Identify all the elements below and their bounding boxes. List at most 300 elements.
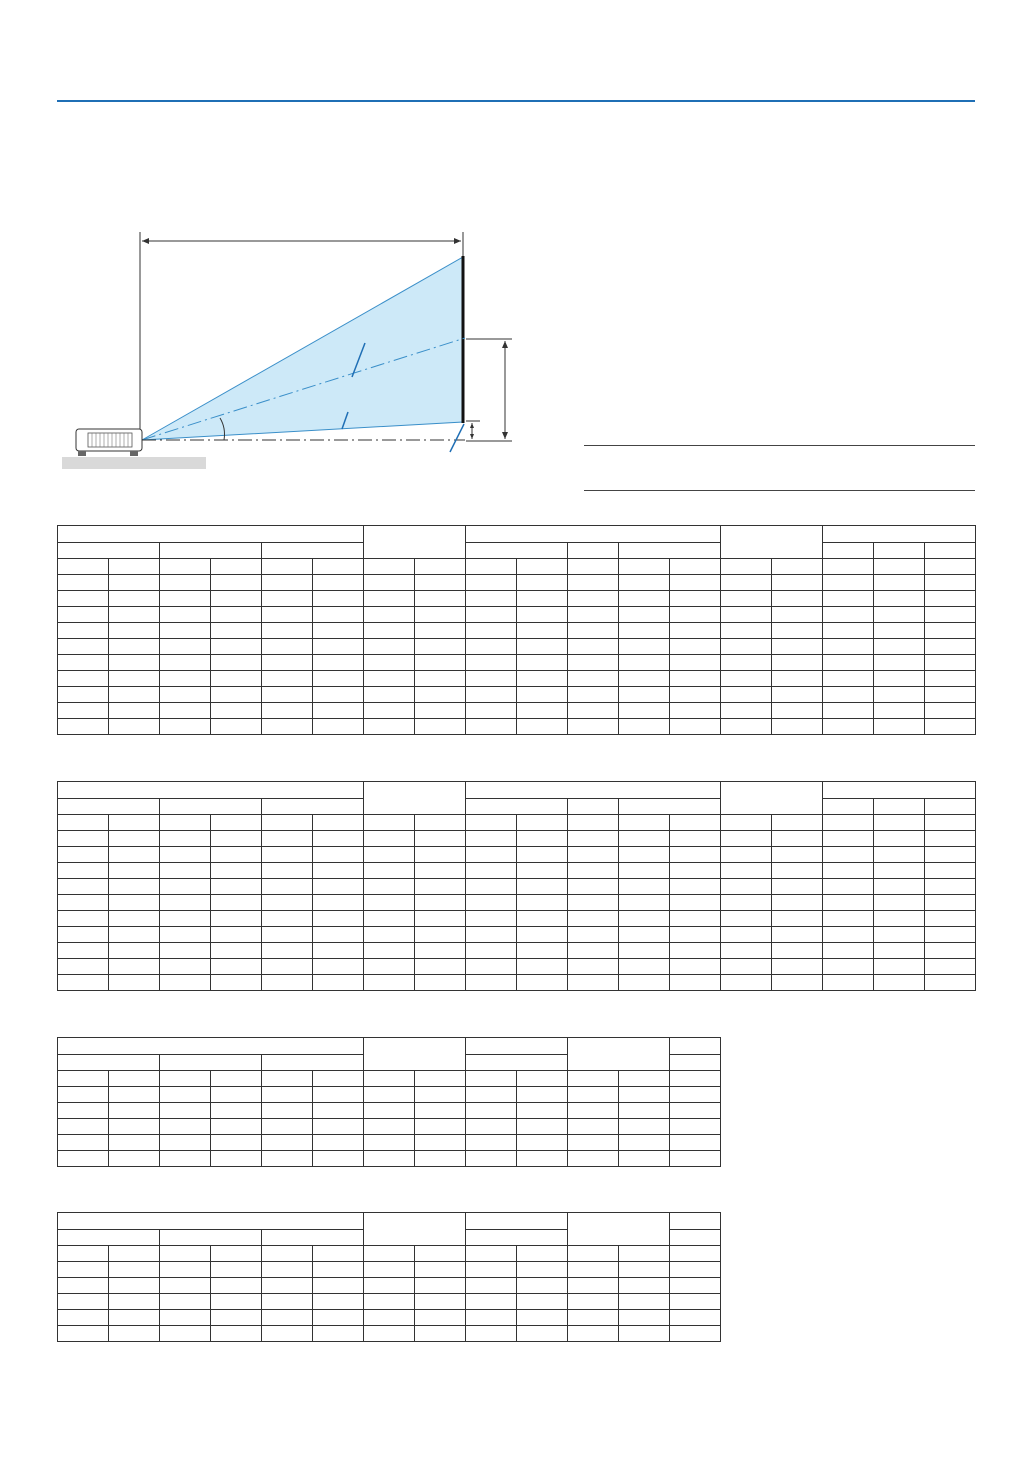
table-cell [262, 1119, 313, 1135]
table-cell [670, 1135, 721, 1151]
table-cell [364, 719, 415, 735]
table-cell [517, 1326, 568, 1342]
table-cell [211, 1071, 262, 1087]
table-cell [517, 911, 568, 927]
table-cell [58, 863, 109, 879]
table-cell [211, 831, 262, 847]
table-cell [415, 927, 466, 943]
table-cell [466, 1119, 517, 1135]
table-cell [925, 879, 976, 895]
table-cell [466, 623, 517, 639]
table-cell [466, 1103, 517, 1119]
table-cell [772, 607, 823, 623]
table-cell [364, 831, 415, 847]
header-cell [262, 543, 364, 559]
header-cell [160, 543, 262, 559]
table-cell [874, 863, 925, 879]
table-cell [568, 1151, 619, 1167]
table-cell [568, 719, 619, 735]
table-cell [517, 975, 568, 991]
table-cell [670, 975, 721, 991]
header-cell [466, 1230, 568, 1246]
table-cell [568, 687, 619, 703]
header-cell [262, 1055, 364, 1071]
table-cell [925, 703, 976, 719]
table-cell [211, 1278, 262, 1294]
table-cell [670, 1071, 721, 1087]
table-cell [823, 943, 874, 959]
table-cell [58, 687, 109, 703]
table-cell [670, 847, 721, 863]
arrowhead [502, 341, 508, 348]
table-cell [415, 975, 466, 991]
table-cell [415, 1262, 466, 1278]
table-cell [313, 1103, 364, 1119]
table-row [58, 975, 976, 991]
table-cell [58, 1087, 109, 1103]
table-row [58, 607, 976, 623]
table-cell [211, 863, 262, 879]
table-cell [466, 671, 517, 687]
table-cell [364, 703, 415, 719]
table-cell [874, 959, 925, 975]
table-cell [721, 623, 772, 639]
table-cell [262, 959, 313, 975]
table-cell [109, 1119, 160, 1135]
table-cell [415, 703, 466, 719]
table-cell [160, 911, 211, 927]
table-cell [364, 1326, 415, 1342]
table-cell [466, 927, 517, 943]
table-cell [58, 719, 109, 735]
table-cell [466, 943, 517, 959]
table-cell [619, 623, 670, 639]
table-cell [619, 719, 670, 735]
table-cell [364, 607, 415, 623]
table-row [58, 959, 976, 975]
table-cell [568, 1071, 619, 1087]
table-cell [925, 943, 976, 959]
table-cell [670, 1326, 721, 1342]
table-cell [874, 927, 925, 943]
table-cell [466, 879, 517, 895]
table-cell [619, 607, 670, 623]
table-cell [262, 815, 313, 831]
table-cell [925, 895, 976, 911]
table-cell [109, 687, 160, 703]
table-cell [364, 847, 415, 863]
table-cell [211, 655, 262, 671]
table-cell [109, 831, 160, 847]
table-cell [772, 591, 823, 607]
table-cell [619, 655, 670, 671]
table-cell [313, 1151, 364, 1167]
table-cell [364, 671, 415, 687]
table-row [58, 863, 976, 879]
table-cell [670, 959, 721, 975]
table-cell [670, 591, 721, 607]
table-cell [109, 1151, 160, 1167]
table-cell [568, 895, 619, 911]
table-cell [211, 927, 262, 943]
table-cell [211, 687, 262, 703]
table-cell [670, 1310, 721, 1326]
table-cell [211, 959, 262, 975]
distance-table-3 [57, 1037, 721, 1167]
table-cell [670, 607, 721, 623]
table-cell [109, 847, 160, 863]
table-cell [466, 863, 517, 879]
table-cell [721, 655, 772, 671]
table-cell [415, 879, 466, 895]
header-cell [823, 526, 976, 543]
table-cell [313, 959, 364, 975]
table-cell [925, 591, 976, 607]
table-cell [58, 847, 109, 863]
table-cell [109, 559, 160, 575]
table-cell [670, 1262, 721, 1278]
table-cell [364, 911, 415, 927]
floor [62, 457, 206, 469]
table-cell [721, 703, 772, 719]
table-cell [160, 1326, 211, 1342]
table-cell [211, 1119, 262, 1135]
table-cell [262, 879, 313, 895]
table-row [58, 815, 976, 831]
table-cell [823, 591, 874, 607]
table-cell [160, 1151, 211, 1167]
table-cell [568, 927, 619, 943]
table-cell [160, 623, 211, 639]
table-row [58, 911, 976, 927]
table-cell [262, 927, 313, 943]
table-cell [109, 1246, 160, 1262]
distance-table-4 [57, 1212, 721, 1342]
table-cell [874, 975, 925, 991]
table-cell [517, 863, 568, 879]
table-cell [670, 863, 721, 879]
table-cell [364, 975, 415, 991]
header-cell [262, 1230, 364, 1246]
header-cell [925, 543, 976, 559]
table-cell [619, 927, 670, 943]
table-cell [364, 575, 415, 591]
table-cell [517, 703, 568, 719]
table-cell [568, 607, 619, 623]
table-cell [925, 559, 976, 575]
table-cell [58, 1278, 109, 1294]
table-cell [313, 623, 364, 639]
table-cell [109, 639, 160, 655]
table-cell [772, 639, 823, 655]
table-cell [772, 687, 823, 703]
table-cell [568, 911, 619, 927]
table-cell [517, 687, 568, 703]
table-cell [670, 655, 721, 671]
table-cell [517, 1119, 568, 1135]
table-cell [670, 831, 721, 847]
table-cell [58, 943, 109, 959]
table-cell [211, 1103, 262, 1119]
table-cell [415, 895, 466, 911]
table-cell [262, 1294, 313, 1310]
header-cell [568, 1213, 670, 1246]
table-cell [58, 895, 109, 911]
table-cell [313, 1135, 364, 1151]
table-row [58, 895, 976, 911]
table-cell [364, 1294, 415, 1310]
table-cell [262, 943, 313, 959]
table-cell [415, 639, 466, 655]
table-cell [670, 1087, 721, 1103]
header-cell [58, 1038, 364, 1055]
table-cell [670, 1119, 721, 1135]
table-cell [58, 1151, 109, 1167]
table-cell [721, 975, 772, 991]
table-cell [364, 1310, 415, 1326]
table-cell [313, 831, 364, 847]
table-cell [619, 1087, 670, 1103]
table-cell [925, 687, 976, 703]
table-cell [109, 671, 160, 687]
table-cell [670, 671, 721, 687]
table-cell [364, 863, 415, 879]
table-cell [109, 1326, 160, 1342]
table-cell [58, 1135, 109, 1151]
table-cell [772, 623, 823, 639]
table-cell [364, 943, 415, 959]
table-cell [517, 1151, 568, 1167]
table-cell [823, 671, 874, 687]
table-cell [364, 1071, 415, 1087]
table-cell [823, 927, 874, 943]
table-cell [874, 607, 925, 623]
header-cell [670, 1038, 721, 1055]
table-cell [466, 1278, 517, 1294]
table-cell [109, 703, 160, 719]
table-cell [415, 911, 466, 927]
table-cell [313, 591, 364, 607]
table-cell [466, 895, 517, 911]
table-cell [58, 639, 109, 655]
table-cell [160, 1262, 211, 1278]
table-cell [517, 927, 568, 943]
table-cell [517, 1294, 568, 1310]
table-cell [670, 1151, 721, 1167]
arrowhead [470, 434, 474, 439]
table-cell [670, 911, 721, 927]
table-cell [874, 623, 925, 639]
table-cell [466, 959, 517, 975]
table-cell [925, 655, 976, 671]
header-cell [364, 782, 466, 815]
table-cell [619, 559, 670, 575]
table-cell [160, 1135, 211, 1151]
header-cell [364, 1038, 466, 1071]
table-cell [925, 575, 976, 591]
table-cell [211, 1262, 262, 1278]
table-cell [313, 847, 364, 863]
table-cell [772, 559, 823, 575]
table-cell [211, 1246, 262, 1262]
table-cell [670, 703, 721, 719]
table-cell [211, 559, 262, 575]
table-cell [925, 959, 976, 975]
table-cell [466, 1294, 517, 1310]
table-cell [568, 943, 619, 959]
table-cell [262, 1310, 313, 1326]
table-cell [568, 1135, 619, 1151]
table-cell [517, 559, 568, 575]
table-cell [670, 1103, 721, 1119]
table-cell [466, 1071, 517, 1087]
table-cell [874, 895, 925, 911]
table-cell [160, 671, 211, 687]
table-cell [364, 1087, 415, 1103]
table-cell [823, 863, 874, 879]
table-cell [58, 1103, 109, 1119]
distance-table-2 [57, 781, 976, 991]
table-cell [721, 671, 772, 687]
table-cell [415, 671, 466, 687]
table-cell [925, 927, 976, 943]
table-cell [415, 847, 466, 863]
projection-beam [142, 257, 463, 440]
table-cell [109, 943, 160, 959]
table-cell [211, 671, 262, 687]
table-cell [364, 1151, 415, 1167]
table-cell [466, 1310, 517, 1326]
table-cell [568, 1326, 619, 1342]
table-cell [568, 1087, 619, 1103]
header-cell [58, 543, 160, 559]
table-cell [823, 847, 874, 863]
table-cell [619, 1246, 670, 1262]
table-cell [262, 1326, 313, 1342]
table-cell [364, 879, 415, 895]
table-row [58, 687, 976, 703]
table-cell [211, 1087, 262, 1103]
table-cell [160, 815, 211, 831]
table-cell [619, 847, 670, 863]
table-cell [364, 815, 415, 831]
table-row [58, 575, 976, 591]
table-cell [109, 863, 160, 879]
table-cell [364, 927, 415, 943]
header-cell [670, 1230, 721, 1246]
table-cell [211, 623, 262, 639]
table-cell [925, 607, 976, 623]
table-cell [109, 879, 160, 895]
table-cell [517, 847, 568, 863]
table-cell [466, 639, 517, 655]
table-cell [415, 863, 466, 879]
table-cell [211, 1326, 262, 1342]
table-cell [619, 575, 670, 591]
table-cell [925, 623, 976, 639]
table-cell [160, 831, 211, 847]
table-cell [415, 1310, 466, 1326]
table-cell [364, 1278, 415, 1294]
header-cell [721, 526, 823, 559]
table-cell [568, 1278, 619, 1294]
table-row [58, 1262, 721, 1278]
table-cell [211, 1151, 262, 1167]
table-cell [619, 911, 670, 927]
table-cell [619, 671, 670, 687]
table-cell [823, 639, 874, 655]
table-cell [466, 815, 517, 831]
header-cell [160, 799, 262, 815]
table-cell [466, 911, 517, 927]
table-cell [58, 591, 109, 607]
table-cell [160, 719, 211, 735]
table-cell [466, 607, 517, 623]
table-cell [415, 1278, 466, 1294]
table-cell [211, 911, 262, 927]
table-cell [58, 671, 109, 687]
table-cell [58, 975, 109, 991]
table-cell [619, 1135, 670, 1151]
table-cell [415, 1326, 466, 1342]
table-cell [313, 1246, 364, 1262]
table-cell [109, 1294, 160, 1310]
table-cell [364, 591, 415, 607]
table-cell [517, 1246, 568, 1262]
table-cell [568, 575, 619, 591]
table-cell [262, 607, 313, 623]
table-cell [568, 1310, 619, 1326]
table-cell [58, 607, 109, 623]
table-cell [58, 1071, 109, 1087]
table-cell [619, 815, 670, 831]
table-cell [568, 975, 619, 991]
table-cell [517, 1087, 568, 1103]
table-cell [415, 575, 466, 591]
table-cell [415, 1103, 466, 1119]
table-cell [619, 1151, 670, 1167]
table-cell [517, 639, 568, 655]
table-cell [670, 559, 721, 575]
header-cell [58, 1230, 160, 1246]
header-cell [925, 799, 976, 815]
table-cell [517, 1071, 568, 1087]
table-cell [721, 639, 772, 655]
table-cell [721, 559, 772, 575]
table-cell [211, 1294, 262, 1310]
table-cell [109, 1310, 160, 1326]
table-cell [619, 975, 670, 991]
table-cell [772, 703, 823, 719]
table-cell [415, 831, 466, 847]
table-cell [58, 927, 109, 943]
header-cell [874, 543, 925, 559]
table-cell [874, 815, 925, 831]
table-cell [619, 943, 670, 959]
table-cell [262, 975, 313, 991]
table-cell [415, 1071, 466, 1087]
table-cell [364, 895, 415, 911]
table-cell [262, 687, 313, 703]
table-cell [823, 655, 874, 671]
table-cell [874, 831, 925, 847]
table-cell [517, 591, 568, 607]
table-cell [823, 879, 874, 895]
header-cell [58, 782, 364, 799]
table-cell [619, 1071, 670, 1087]
table-row [58, 703, 976, 719]
table-cell [415, 623, 466, 639]
